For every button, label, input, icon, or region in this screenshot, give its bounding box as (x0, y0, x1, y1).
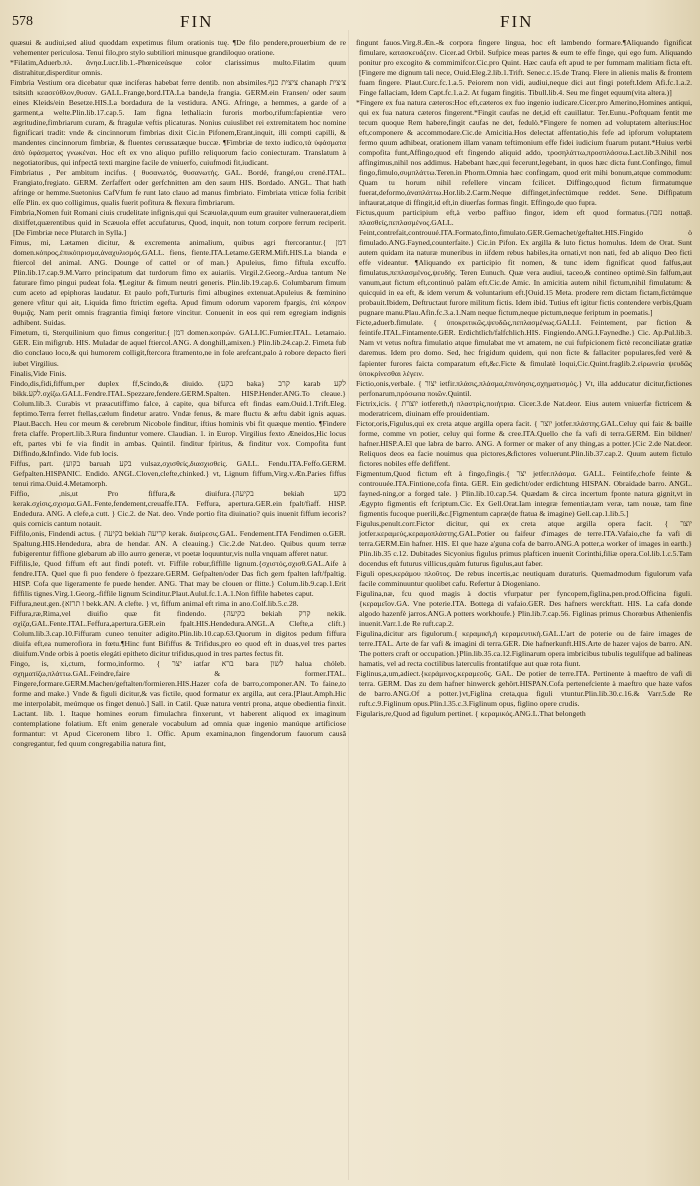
entry-filum-end: quæsui & audiui,sed aliud quoddam expetimus filum orationis tuę. ¶De filo pendere,prouerbium de re vehementer periculosa. Tenui filo,pro stylo subtiliori minusque grandiloquo oratione. (10, 38, 346, 58)
entry-figulina-ars: Figulina,dicitur ars figulorum.{ κεραμικὴ,ἡ κεραμευτικὴ.GAL.L'art de poterie ou de faire images de terre.ITAL. Arte de far vafi & imagini di terra.GER. Die hafnerkunft.HIS.Arte de hazer vajos de barro. AN. The potters craft or occupation.}Plin.lib.35.ca.12.Figlinarum opera imbricibus tubulis tegulífque ad balineas hamatis, vel ad recta coctilibus laterculis frontatifque aut quæ rota fiunt. (356, 628, 692, 668)
entry-fictus: Fictus,quum participium eft,à verbo paffiuo fingor, idem eft quod formatus.{נזבה nottaβ. πλασθείς,πεπλασμένος.GALL. Feint,contrefait,controuué.ITA.Formato,finto,fimulato.GER.Gemachet/geftaltet.HIS.Fingido ò fimulado.ANG.Fayned,counterfaite.} Cic.in Pifon. Ex argilla & luto fictus homulus. Idem de Orat. Sunt autem quidam ita naturæ muneribus in iifdem rebus habiles,ita ornati,vt non nati, fed ab aliquo Deo ficti effe videantur. ¶Aliquando ex participio fit nomen, & tunc idem fignificat quod falfus,aut fimulatus,πεπλασμένος,ψευδής. Teren Eunuch. Quæ vera audiui, taceo,& contineo optimè.Sin falfum,aut vanum,aut fictum eft,continuò palàm eft.Cic.de Amic. In amicitia autem nihil fictum,nihil fimulatum: & quicquid in ea eft, & idem verum & voluntarium eft.[Ouid.15 Meta. prodere rem dictam fictam,fictúmque probauit.Ibidem, Deftructaut furore militum fictis. Idem ibid. Tutius eft igitur fictis contendere verbis,Quam pugnare manu.Plau.Afin.fc.3.a.1.Nam neque fictum,neque pictum,neque feriptum in poematis.] (356, 208, 692, 318)
entry-fissum: Fiffura,neut.gen.{ז תרזא bekk.AN. A clefte. } vt, fiffum animal eft rima in ano.Colf.lib.5.c.28. (10, 598, 299, 608)
entry-fictor: Fictor,oris,Figulus,qui ex creta atque argilla opera facit. { יוצר jotfer.πλάστης.GAL.Celuy qui faiɛ & baille forme, comme vn potier, celuy qui forme & cree.ITA.Quello che fa vafi di terra.GERM. Ein bildner/ hafner.HISP.A.El que labra de barro. ANG. A former or maker of any thing,as a potter.}Cic 2.de Nat.deor. Reliquos deos ea facie nouimus qua pictores,&fictores voluerunt.Plin.lib.37.cap.2. Quum autem fictulo fictores nobiles effe defiffent. (356, 418, 692, 468)
entry-figularis: Figularis,re,Quod ad figulum pertinet. { κεραμικός.ANG.L.That belongeth (356, 709, 586, 719)
entry-fimetum: Fimetum, ti, Sterquilinium quo fimus congeritur.{ דמן domen.κοπρών. GALLIC.Fumier.ITAL. Letamaio. GER. Ein mifigrub. HIS. Muladar de aquel ftiercol.ANG. A donghill,amixen.} Plin.lib.24.cap.2. Fimeta fub dio conclauo loco,& qui humorem colligit,ftercora ftramento,ne in fole arefcant,palo à robore depacto fieri iubet Virgilius. (10, 328, 346, 368)
running-head-right: FIN (500, 12, 534, 31)
entry-fissilo: Fiffilo,onis, Findendi actus. { בקיעה bekiah קריעה kerak. διαίρεσις.GAL. Fendement.ITA Fendimen o.GER. Spaltung.HIS.Hendedura, abra de hendar. AN. A cleauing.} Cic.2.de Nat.deo. Quibus quum terræ fubigerentur fiffione glebarum ab illo aurro generæ, vt poetæ loquuntur,vis nulla vnquam afferet natur. (10, 528, 346, 558)
entry-finalis: Finalis,Vide Finis. (10, 368, 67, 378)
entry-fingo: Fingo, is, xi,ctum, formo,informo. { יצר iatfar ברא bara לשון halua chóleb. σχηματίζω,πλάττω.GAL.Feindre,faire & former.ITAL. Fingere,formare.GERM.Machen/geftalten/formieren.HIS.Hazer cofa de barro,componer.AN. To faine,to forme and make.} Vnde & figuli dicitur,& vas fictile, quod formatur ex argilla, aut cera.[Plaut.Amph.Hic me interpolabit, meúmque os finget denuò.] Sall. in Catil. Quæ natura ventri prona, atque obedientia finxit. Lactant. lib. 1. Itaque homines eorum fimulachra finxerunt, vt haberent aliquod ex imaginum contemplatione folatium. Eft enim generale vocabulum ad omnia quæ ingenio manúque artificiose formantur: vt Apud Ciceronem libro 1. Offic. Apum examina,non fingendorum fauorum causâ congregantur, fed quum congregabilia natura fint, (10, 658, 346, 749)
entry-figlinus: Figlinus,a,um,adiect.{κεράμινος,κεραμεοῦς. GAL. De potier de terre.ITA. Pertinente à maeftro de vafi di terra. GERM. Das zu dem hafner hinwerck gehört.HISPAN.Cofa pertenefciente à maeftro que haze vafos de barro.ANG.Of a potter.}vt,Figlina creta,qua figuli vtuntur.Plin.lib.30.c.16.& Varr.5.de Re ruft.c.9.Figlinum opus.Plin.l.35.c.3.Figlinum opus, figlino opere crudis. (356, 668, 692, 709)
entry-figulus: Figulus,penult.corr.Fictor dicitur, qui ex creta atque argilla opera facit. { יוצר jotfer.κεραμεύς,κεραμοπλάστης.GAL.Potier ou faifeur d'images de terre.ITA.Vafaio,che fa vafi di terra.GERM.Ein hafner. HIS. El que haze a'guna cofa de barro.ANG.A potter,a worker of images in earth.} Plin.lib.35 c.12. Dubitades Sicyonius figulus primus plafticen inuenit Corinthi,filiæ opera.Col.lib.1.c.5.Tam docendus eft futurus villicus,quàm futurus figulus,aut faber. (356, 518, 692, 568)
entry-fimus: Fimus, mi, Lætamen dicitur, & excrementa animalium, quibus agri ftercorantur.{ דמן domen.κόπρος,ἐπικόπρισμα,ἀναχυλισμός.GALL. fiens, fiente.ITA.Letame.GERM.Mift.HIS.La bianda e ftiercol del animal. ANG. Dounge of cattel or of man.} Apuleius, fimo fiftula excuffo. Plin.lib.17.cap.9.M.Varro principatum dat turdorum fimo ex auiariis. Virgil.2.Georg.-Ardua tantum Ne faturare fimo pingui pudeat fola. ¶Legitur & fimum neutri generis. Plin.lib.19.cap.6. Columbarum fimum cum aceto ad epiphoras laudatur. Et paulo poft,Turturis fimi albugines extenuat.Apuleius & fœminino genere vfitur qui ait, Liquida fimo ftrictim egefta. Apud fimum odorum vaporem fpargis, ἐπὶ κόπρον θυμιᾷς. Nam perit omnis fragrantia fimiqi fœtore vincitur. Conuenit in eos qui rem egregiam indignis adhibent. Suidas. (10, 238, 346, 328)
left-column (10, 38, 346, 1174)
entry-fictio: Fictio,onis,verbale. { יצור ietfir.πλάσις,πλάσμα,ἐπινόησις,σχηματισμός.} Vt, illa adducatur dicitur,fictiones perfonarum,πρόσωπα ποιῶν.Quintil. (356, 378, 692, 398)
column-gutter (348, 30, 349, 1180)
entry-figulina-officina: Figulina,næ, fcu quod magis à doctis vfurpatur per fyncopem,figlina,pen.prod.Officina figuli.{κεραμεῖον.GA. Vne poterie.ITA. Bottega di vafaio.GER. Des hafners werckftatt. HIS. La cafa donde algodo hazenfè jarros.ANG.A potters workhoufe.} Plin.lib.7.cap.56. Figlinas primus Chorœbus Athenienfis inuenit.Varr.1.de Re ruft.cap.2. (356, 588, 692, 628)
entry-ficte: Ficte,aduerb.fimulate. { ὑποκριτικῶς,ψευδῶς,πεπλασμένως.GALLI. Feintement, par fiction & feintife.ITAL.Fintamente.GER. Erdichtlich/falfchlich.HIS. Fingiendo.ANG.I.Faynedhe.} Cic. Ap.Pul.lib.3. Nam vt vetus noftra fimulatio atque fimulabat me vt amatem, ne cui fufpicionem fictè reconciliatæ gratiæ daremus. Idem pro domo. Sed, hec frigidum quidem, qui non ficte & fallaciter populares,fed verè & fapienter furores faicta comparatum eft,&c.Ficte & fimulatè loqui,Cic.Quint.fraglib.2.εἰρωνεία ψευδῶς ὑποκρίνεσθαι λέγειν. (356, 318, 692, 378)
page-number: 578 (12, 14, 33, 29)
entry-fissilis: Fiffilis,le, Quod fiffum eft aut findi poteft. vt. Fiffile robur,fiffille lignum.{σχιστός,σχισθ.GAL.Aife à fendre.ITA. Quel que fi puo fendere ò fpezzare.GERM. Gefpalten/oder Das fich gern fpalten laft/fpaltig. HISP. Cofa que ligeramente fe puede hender. ANG. That may be clouen or flitte.} Colum.lib.9.cap.1.Erit fiffilis tignes.Virg.1.Georg.-fiffile lignum Scinditur.Plaut.Aulul.fc.1.A.1.Non fiffile habetes caput. (10, 558, 346, 598)
right-column (356, 38, 692, 1174)
entry-figmentum: Figmentum,Quod fictum eft à fingo,fingis.{ יצר jetfer.πλάσμα. GALL. Feintife,chofe feinte & controuuée.ITA.Fintione,cofa finta. GER. Ein gedicht/oder erdichtung HISPAN. Obraidade barro. ANGL. fayned-ning,or a forged tale. } Plin.lib.10.cap.54. Quædam & circa incertum fponte natura gignit,vt in Ægypto figmentis eft fcriptum.Cic. Ex Gell.Orat.Iam integræ fementiæ,tam veræ, tam nouæ, tam fine figmentis fucoque puerili,&c.[Figmentum capræ(de ftatua & imagine) Gell.cap.1.lib.5.] (356, 468, 692, 518)
entry-fingere-ex-sua: *Fingere ex fua natura cæteros:Hoc eft,cæteros ex fuo ingenio iudicare.Cicer.pro Amerino,Homines antiqui, qui ex fua natura cæteros fingerent.*Fingit caufas ne det,id eft cauillatur. Ter.Eunu.-Poftquam fentit me tecum quoque Rem habere,fingit caufas ne det, fedulò.*Fingere fe nomen ad voluptatem alterius:Hoc eft,componere & accommodare.Cic.de Amicitia.Hos delectat affentatio,his fefe ad ipforum voluptatem fermo quum adhibeat, orationem illam vanam teftimonium effe fidei iudicium fuarum putant.*Huius verbi compofita funt,Affingo,quod eft fingendo aliquid addo, τροσηλάττω,προσπλάσσω.Lact.lib.3.Nihil nos affingimus,nihil nos addimus. Habebant hæc,qui fecerunt,legebant, in quos hæc dicta funt.Confingo, fimul fingo,fimulo,συμπλάττω.Teren.in Phorm.Omnia hæc confingam, quod erit mihi bonum,atque commodum: Quam tu horum nihil refellere vincam fcilicet. Diffingo,quod fictum firmatumque fuerat,deformo,ἀναπλάττω.Hor.lib.2.Carm.Neque diffinget,infectúmque reddet. Sene. Diffipatum inftaurat,atque di ffingit,id eft,in diuerfas formas fingit. Effingo,de quo fupra. (356, 98, 692, 208)
entry-fimbriatus: Fimbriatus , Per ambitum incifus. { θυσανωτός, θυσανωτής. GAL. Bordé, frangé,ou crené.ITAL. Frangiato,fregiato. GERM. Zerfaffert oder gerfchnitten am den saum HIS. Bordado. ANGL. That hath afringe or hemme.Suetonius CafVfum fe runt lato clauo ad manus fimbriato. Fimbriata vtticæ folia fcribit eſſe Plin. ex quo colligimus, qualis fuerit pofitura & flexura fimbriarum. (10, 168, 346, 208)
entry-fimbria-name: Fimbria,Nomen fuit Romani ciuis crudelitate infignis,qui qui Scæuolæ,quum eum grauiter vulnerauerat,diem dixiffet,quærentibus quid in Scæuola effet accufaturus, Quod, inquit, non totum corpore ferrum reciperit.[De Fimbriæ nece Plutarch in Sylla.] (10, 208, 346, 238)
entry-fissus: Fiffus, part. {בקוע baruah בקע vulsaz,σχισθείς,διασχισθείς. GALL. Fendu.ITA.Feffo.GERM. Gefpalten.HISPANIC. Endido. ANGL.Cloven,clefte,chinked.} vt, Lignum fiffum,Virg.v.Æn.Paries fiffus tenui rima.Ouid.4.Metamorph. (10, 458, 346, 488)
entry-figuli-opes: Figuli opes,κεράμου πλοῦτος. De rebus incertis,ac neutiquam duraturis. Quemadmodum figulorum vafa facile comminuuntur quolibet cafu. Refertur à Diogeniano. (356, 568, 692, 588)
entry-findo: Findo,dis,fidi,fiffum,per duplex ff,Scindo,& diuido. {בקע baka} קרב karab לקע bikk.לקע.σχίζω.GALL.Fendre.ITAL.Spezzare,fendere.GERM.Spalten. HISP.Hender.ANG.To cleaue.} Colum.lib.3. Curabis vt præacutiffimo falce, à capite, qua bifurca eft findas eam.Ouid.1.Trift.Eleg. feptimo.Terra ferret ftellas,cælum findetur aratro. Vndæ fenus, & mare fluctu & æftu dabit ignis aquas. Plaut.Bacch. Heu cor meum & cerebrum Nicobole finditur, iftius hominis vbi fit quæque mentio. ¶Findere freta claffe. Propert.lib.3.Rura finduntur vomere. Claudian. 1. in Europ. Virgilius fexto Æneidos,Hic locus eft, partes vbi fe via findit in ambas. Quintil. finditur fpiritus, & finditur vox. Compofita funt Diffindo,&Infindo. Vide fub locis. (10, 378, 346, 458)
running-head-left: FIN (180, 12, 214, 31)
entry-filatim: *Filatim,Aduerb.πλ. ἄνηα.Lucr.lib.1.-Phœniceúsque color clarissimus multo.Filatim quum distrahitur,disperditur omnis. (10, 58, 346, 78)
entry-fingo-cont: fingunt fauos.Virg.8.Æn.-& corpora fingere lingua, hoc eft lambendo formare.¶Aliquando fignificat fimulare, κατασκευάζειν. Cicer.ad Orbil. Sufpice meas partes & eum te effe finge, qui ego fum. Aliquando ponitur pro excogito & commimifcor.Cic.pro Quint. Hæc caufa eft apud te per fummam malitiam ficta eft. [Fingere me dignum tali nece, Ouid.Eleg.2.lib.1.Trift. Senec.c.15.de Tranq. Flere in alienis malis & frontem fuam fingere. Plaut.Curc.fc.1.a.5. Peiorem non vidi, audiui,neque dici aut fingi poteft.Idem Afi.fc.1.a.2. Finge fallaciam, Idem Capt.fc.1.a.2. At fugam fingitis. Tibull.lib.4. Seu me finget equum(vita altera.)] (356, 38, 692, 98)
entry-fictrix: Fictrix,icis. { יוצרת iotfereth,ἡ πλαστρὶς,ποιήτρια. Cicer.3.de Nat.deor. Eius autem vniuerfæ fictricem & moderatricem, diuinam effe prouidentiam. (356, 398, 692, 418)
entry-fissio: Fiffio, ,nis,ut Pro fiffura,& diuifura.{בקיעה bekiah בקע kerak.σχίσις,σχισμα.GAL.Fente,fendement,creuaffe.ITA. Feffura, apertura.GER.ein fpalt/fiaff. HISP. Endedura. ANG. A clefe,a cutt. } Cic.2. de Nat. deo. Vnde portio fita diuinatio? quis inuenit fiffum iecoris?quis cornicis cantum notauit. (10, 488, 346, 528)
entry-fimbria: Fimbria Vestium ora dicebatur quæ inciferas habebat ferre dentib. non absimiles.ציצית כנף chanaph צ׳צית tsitsith κεασεύθλον,θυσαν. GALL.Frange,bord.ITA.La bande,la frangia. GERM.ein Fransen/ oder saum eines Kleids/ein Besetze.HIS.La bordadura de la vestidura. ANG. Afringe, a hemmes, a garde of a garment,a welte.Plin.lib.17.cap.5. Iam figna lethalia:in furoris morbo,rifum:fapientiæ vero ægritudine,fimbriarum curam, & ftragulæ veftis plicaturas. Nonius cuiuslibet rei extremitatem hoc nomine fignificari tradit: vnde & cincinnorum fimbrias dixit Cic.in Pifonem,Erant,inquit, illi compti capilli, & mandentes cincinnorum fimbriæ, & fluentes cerussatæque buccæ. ¶Fimbriæ de texto iudico,τὰ ὑφάσματα ἀπὸ ὑφάσματος γνωκέναι. Hoc eft ex vno aliquo pufillo reliquorum facio coniecturam. Translatum à negotiatoribus, qui infpectâ texti margine facile de vniuerfo, cuiufmodi fit,iudicant. (10, 78, 346, 168)
entry-fissura: Fiffura,ræ,Rima,vel diuifio quæ fit findendo. {בקיעה bekiah קרק nekik. σχίζα,GAL.Fente.ITAL.Feffura,apertura.GER.ein fpalt.HIS.Hendedura.ANGL.A Clefte,a clift.} Colum.lib.3.cap.10.Fiffuram cuneo tenuiter adigito.Plin.lib.10.cap.63.Quorum in digitos pedum fiffura diuifa eft,ea numerofiora in fœtu.¶Hinc funt Bififfus & Trifidus,pro eo quod eft in duas,vel tres partes diuifum.Vnde orbis à poetis elegáti epitheto dicitur trifidus,quod in tres partes fectus fit. (10, 608, 346, 658)
